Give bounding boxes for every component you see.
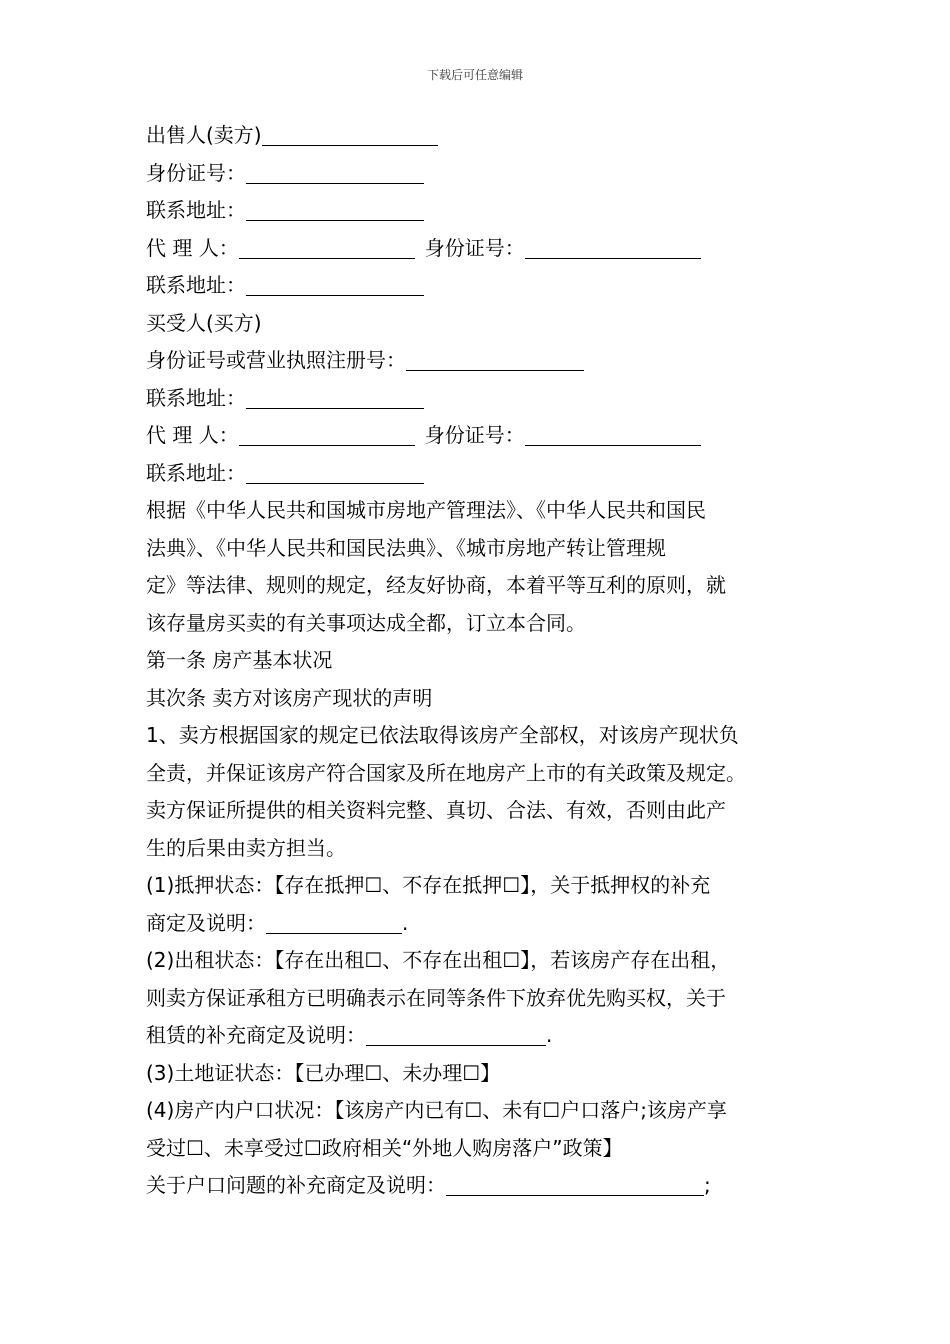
seller-title-line xyxy=(146,117,811,155)
seller-agent-id-blank[interactable] xyxy=(525,232,701,259)
clause-1-line-2: 全责，并保证该房产符合国家及所在地房产上市的有关政策及规定。 xyxy=(146,760,746,785)
hukou-note-blank[interactable] xyxy=(446,1169,704,1196)
hukou-line-3 xyxy=(146,1167,811,1205)
buyer-agent-id-label: 身份证号： xyxy=(424,423,525,447)
preamble-line-4: 该存量房买卖的有关事项达成全都，订立本合同。 xyxy=(146,610,586,635)
seller-name-blank[interactable] xyxy=(262,119,438,146)
seller-agent-address-blank[interactable] xyxy=(246,269,424,296)
seller-agent-id-label: 身份证号： xyxy=(424,235,525,260)
buyer-address-label: 联系地址： xyxy=(146,385,246,410)
lease-line-1: (2)出租状态：【存在出租☐、不存在出租☐】，若该房产存在出租， xyxy=(146,948,731,972)
land-certificate-line: (3)土地证状态：【已办理☐、未办理☐】 xyxy=(146,1060,501,1085)
clause-1-line-4: 生的后果由卖方担当。 xyxy=(146,835,346,860)
buyer-id-label: 身份证号或营业执照注册号： xyxy=(146,348,406,372)
seller-agent-address-line xyxy=(146,267,811,305)
lease-line-3 xyxy=(146,1017,811,1055)
buyer-agent-label: 代 理 人： xyxy=(146,423,239,447)
seller-title: 出售人(卖方) xyxy=(146,123,262,147)
seller-address-blank[interactable] xyxy=(246,194,424,221)
clause-1-line-1: 1、卖方根据国家的规定已依法取得该房产全部权，对该房产现状负 xyxy=(146,723,739,747)
hukou-line-end: ; xyxy=(704,1173,711,1197)
buyer-agent-id-blank[interactable] xyxy=(525,419,701,446)
lease-note-label: 租赁的补充商定及说明： xyxy=(146,1023,366,1047)
lease-line-2: 则卖方保证承租方已明确表示在同等条件下放弃优先购买权，关于 xyxy=(146,985,726,1010)
buyer-agent-address-line xyxy=(146,455,811,493)
buyer-title: 买受人(买方) xyxy=(146,310,262,335)
mortgage-note-label: 商定及说明： xyxy=(146,910,266,935)
hukou-note-label: 关于户口问题的补充商定及说明： xyxy=(146,1173,446,1197)
buyer-id-blank[interactable] xyxy=(406,344,584,371)
mortgage-note-blank[interactable] xyxy=(266,907,402,934)
hukou-line-1: (4)房产内户口状况：【该房产内已有☐、未有☐户口落户;该房产享 xyxy=(146,1098,727,1122)
buyer-agent-address-blank[interactable] xyxy=(246,457,424,484)
page-header: 下载后可任意编辑 xyxy=(426,68,523,82)
preamble-line-2: 法典》、《中华人民共和国民法典》、《城市房地产转让管理规 xyxy=(146,535,666,560)
article-1-heading: 第一条 房产基本状况 xyxy=(146,648,333,672)
seller-agent-address-label: 联系地址： xyxy=(146,273,246,297)
seller-id-line xyxy=(146,155,811,193)
mortgage-line-2 xyxy=(146,905,811,943)
seller-address-label: 联系地址： xyxy=(146,198,246,222)
seller-agent-line xyxy=(146,230,811,268)
seller-agent-label: 代 理 人： xyxy=(146,235,239,260)
seller-id-label: 身份证号： xyxy=(146,160,246,185)
hukou-line-2: 受过☐、未享受过☐政府相关“外地人购房落户”政策】 xyxy=(146,1135,623,1160)
seller-agent-blank[interactable] xyxy=(239,232,415,259)
mortgage-line-1: (1)抵押状态：【存在抵押☐、不存在抵押☐】，关于抵押权的补充 xyxy=(146,873,711,897)
seller-id-blank[interactable] xyxy=(246,157,424,184)
seller-address-line xyxy=(146,192,811,230)
article-2-heading: 其次条 卖方对该房产现状的声明 xyxy=(146,685,433,710)
buyer-address-line xyxy=(146,380,811,418)
buyer-title-line xyxy=(146,305,811,343)
buyer-id-line xyxy=(146,342,811,380)
preamble-line-3: 定》等法律、规则的规定，经友好协商，本着平等互利的原则，就 xyxy=(146,573,726,597)
contract-body xyxy=(146,117,811,1205)
preamble-line-1: 根据《中华人民共和国城市房地产管理法》、《中华人民共和国民 xyxy=(146,498,706,522)
lease-note-blank[interactable] xyxy=(366,1019,546,1046)
buyer-agent-blank[interactable] xyxy=(239,419,415,446)
lease-line-end: . xyxy=(546,1023,553,1047)
buyer-address-blank[interactable] xyxy=(246,382,424,409)
buyer-agent-line xyxy=(146,417,811,455)
mortgage-line-end: . xyxy=(402,910,409,935)
clause-1-line-3: 卖方保证所提供的相关资料完整、真切、合法、有效，否则由此产 xyxy=(146,798,726,822)
buyer-agent-address-label: 联系地址： xyxy=(146,460,246,485)
